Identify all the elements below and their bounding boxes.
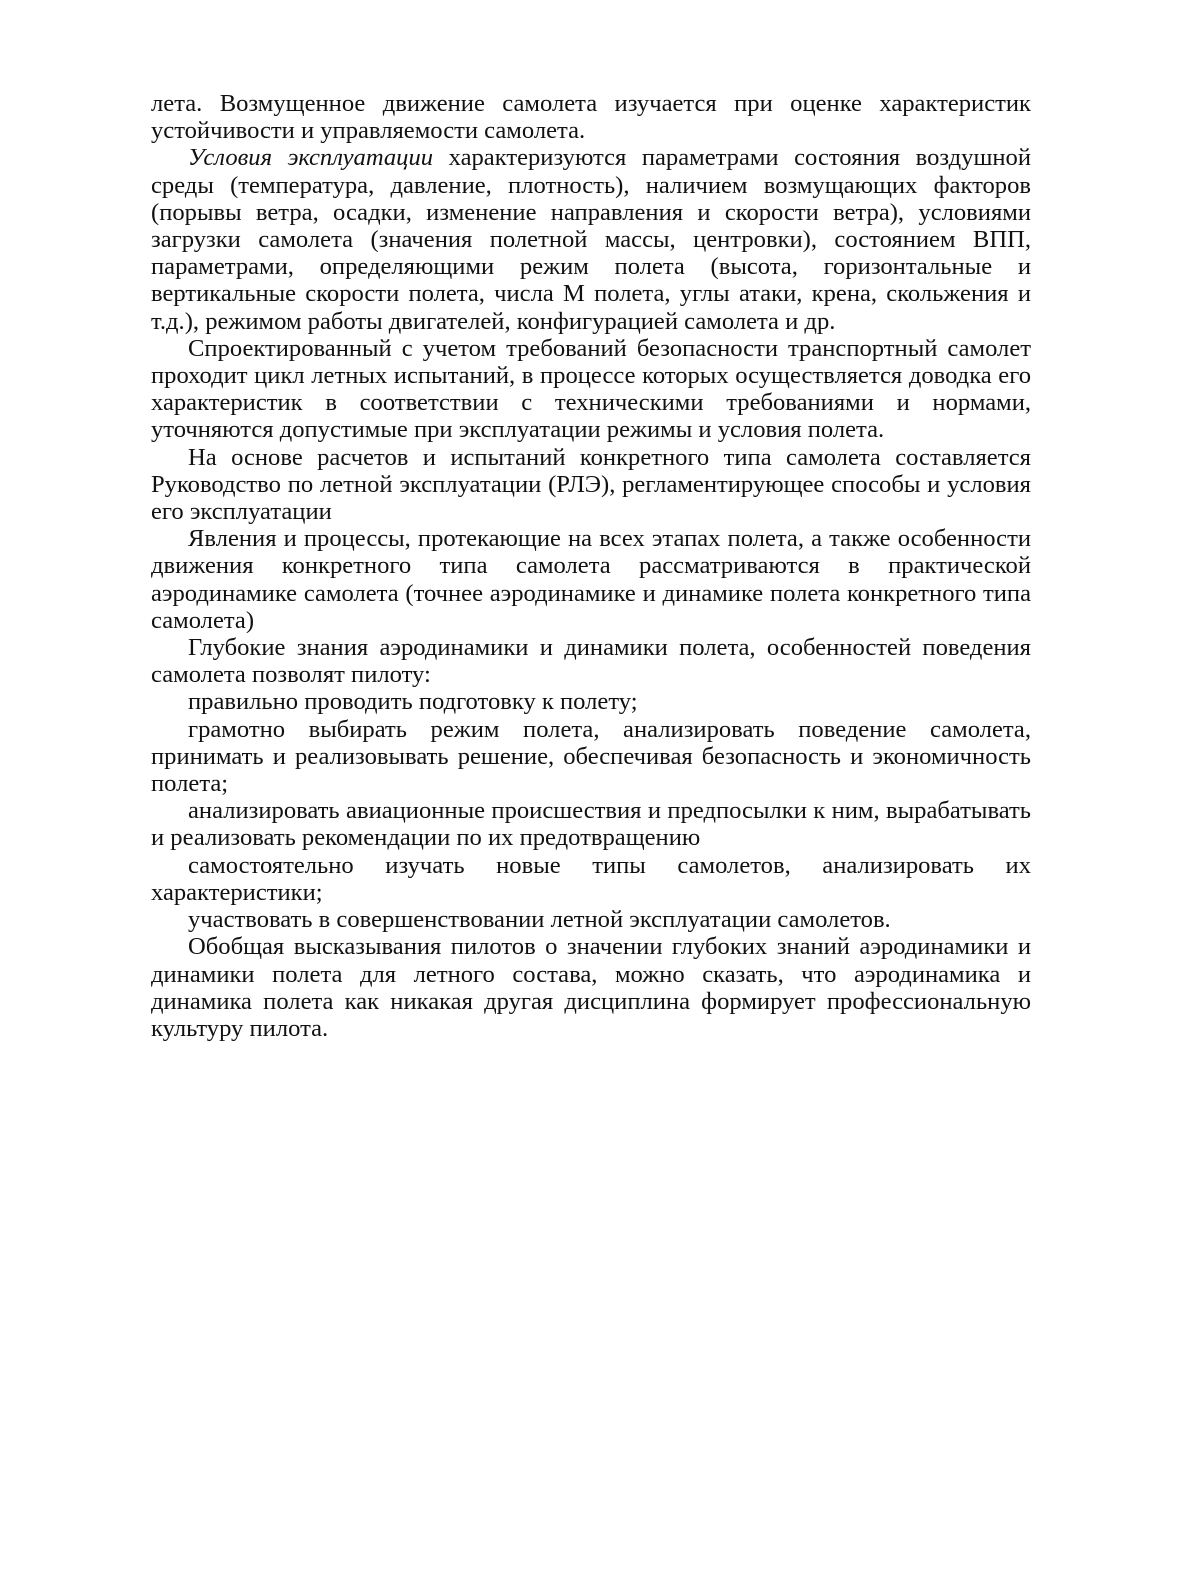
list-item-text: самостоятельно изучать новые типы самолетов, анализировать их характеристики; (151, 851, 1031, 906)
paragraph-6 (151, 634, 1031, 688)
paragraph-4 (151, 444, 1031, 526)
list-item-4 (151, 852, 1031, 906)
list-item-text: анализировать авиационные происшествия и предпосылки к ним, вырабатывать и реализовать рекомендации по их предотвращению (151, 797, 1031, 852)
paragraph-text: Явления и процессы, протекающие на всех этапах полета, а также особенности движения конкретного типа самолета рассматриваются в практической аэродинамике самолета (точнее аэродинамике и динамике полета конкретного типа самолета) (151, 525, 1031, 634)
paragraph-text: лета. Возмущенное движение самолета изучается при оценке характеристик устойчивости и управляемости самолета. (151, 90, 1031, 145)
list-item-1 (151, 688, 1031, 715)
paragraph-3 (151, 335, 1031, 444)
paragraph-5 (151, 525, 1031, 634)
paragraph-1 (151, 90, 1031, 144)
italic-term: Условия эксплуатации (188, 144, 434, 172)
list-item-5 (151, 906, 1031, 933)
document-page (151, 90, 1031, 1042)
list-item-text: правильно проводить подготовку к полету; (188, 688, 638, 716)
paragraph-text: Обобщая высказывания пилотов о значении глубоких знаний аэродинамики и динамики полета для летного состава, можно сказать, что аэродинамика и динамика полета как никакая другая дисциплина формирует профессиональную культуру пилота. (151, 933, 1031, 1042)
list-item-3 (151, 797, 1031, 851)
list-item-text: грамотно выбирать режим полета, анализировать поведение самолета, принимать и реализовывать решение, обеспечивая безопасность и экономичность полета; (151, 715, 1031, 798)
paragraph-12 (151, 933, 1031, 1042)
paragraph-text: Спроектированный с учетом требований безопасности транспортный самолет проходит цикл летных испытаний, в процессе которых осуществляется доводка его характеристик в соответствии с техническими требованиями и нормами, уточняются допустимые при эксплуатации режимы и условия полета. (151, 334, 1031, 444)
paragraph-text: Глубокие знания аэродинамики и динамики полета, особенностей поведения самолета позволят пилоту: (151, 634, 1031, 689)
paragraph-text: На основе расчетов и испытаний конкретного типа самолета составляется Руководство по летной эксплуатации (РЛЭ), регламентирующее способы и условия его эксплуатации (151, 443, 1031, 526)
list-item-2 (151, 716, 1031, 798)
list-item-text: участвовать в совершенствовании летной эксплуатации самолетов. (188, 906, 891, 934)
paragraph-text: характеризуются параметрами состояния воздушной среды (температура, давление, плотность), наличием возмущающих факторов (порывы ветра, осадки, изменение направления и скорости ветра), условиями загрузки самолета (значения полетной массы, центровки), состоянием ВПП, параметрами, определяющими режим полета (высота, горизонтальные и вертикальные скорости полета, числа М полета, углы атаки, крена, скольжения и т.д.), режимом работы двигателей, конфигурацией самолета и др. (151, 144, 1032, 335)
paragraph-2 (151, 144, 1031, 334)
